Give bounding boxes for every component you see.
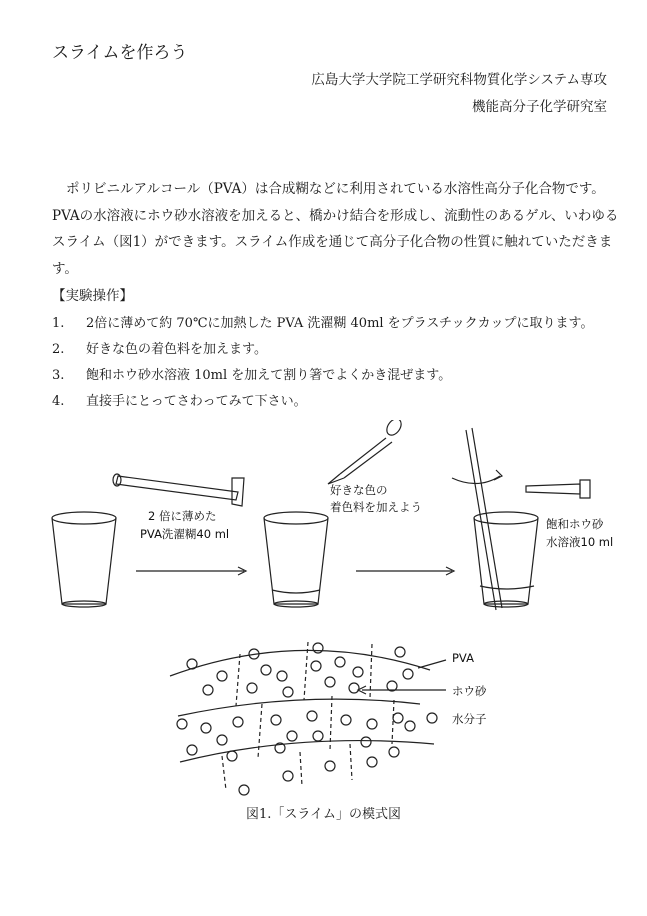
experiment-figure [0,420,647,800]
step-number: 4. [52,394,65,409]
pva-label-line1: 2 倍に薄めた [148,509,217,523]
procedure-heading: 【実験操作】 [52,288,133,304]
procedure-step-3 [52,364,451,383]
borax-label-line1: 飽和ホウ砂 [546,517,604,531]
page-title: スライムを作ろう [52,43,188,63]
procedure-step-1 [52,312,593,331]
step-text: 好きな色の着色料を加えます。 [86,342,267,357]
test-tube-borax-illustration [526,480,590,498]
pva-pointer [418,660,446,668]
dye-label-line2: 着色料を加えよう [330,500,422,514]
borax-label-line2: 水溶液10 ml [546,535,614,549]
pva-chain-line [170,650,430,676]
chopsticks-illustration [452,428,502,610]
affiliation-lab: 機能高分子化学研究室 [472,99,607,115]
water-molecule-legend-icon [427,713,437,723]
test-tube-pva-illustration [113,474,244,506]
dropper-illustration [328,420,404,484]
dye-label-line1: 好きな色の [330,483,388,497]
step-text: 2倍に薄めて約 70℃に加熱した PVA 洗濯糊 40ml をプラスチックカップに取ります。 [86,316,594,331]
cup-with-pva-illustration [264,512,328,607]
step-text: 直接手にとってさわってみて下さい。 [86,394,307,409]
intro-paragraph: ポリビニルアルコール（PVA）は合成糊などに利用されている水溶性高分子化合物です。PVAの水溶液にホウ砂水溶液を加えると、橋かけ結合を形成し、流動性のあるゲル、いわゆるスライム（図1）ができます。スライム作成を通じて高分子化合物の性質に触れていただきます。 [52,181,619,277]
slime-schematic [170,642,446,795]
cup-with-slime-illustration [474,512,538,607]
procedure-step-2 [52,338,267,357]
affiliation-department: 広島大学大学院工学研究科物質化学システム専攻 [311,72,607,88]
water-molecules [177,643,415,795]
cup-empty-illustration [52,512,116,607]
step-number: 1. [52,316,65,331]
pva-label-line2: PVA洗濯糊40 ml [140,527,230,541]
figure-caption: 図1.「スライム」の模式図 [245,807,401,822]
legend-water: 水分子 [452,712,487,726]
pva-chain-line [178,699,420,716]
step-number: 3. [52,368,65,383]
procedure-step-4 [52,390,307,409]
legend-pva: PVA [452,651,474,665]
step-number: 2. [52,342,65,357]
legend-borax: ホウ砂 [452,684,487,698]
step-text: 飽和ホウ砂水溶液 10ml を加えて割り箸でよくかき混ぜます。 [86,368,452,383]
